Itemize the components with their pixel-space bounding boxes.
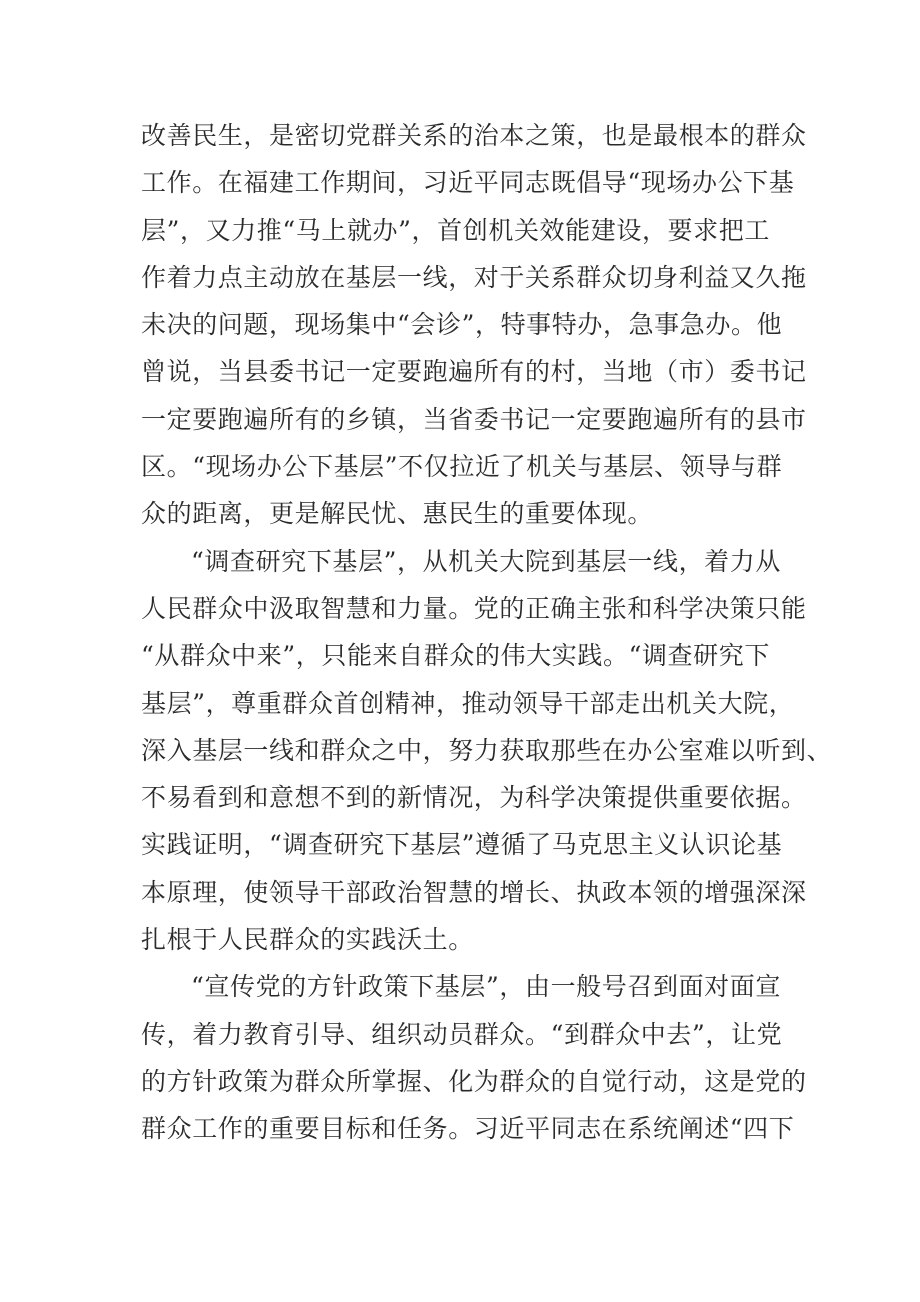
text-line: 不易看到和意想不到的新情况，为科学决策提供重要依据。 [141, 783, 807, 813]
text-line: 工作。在福建工作期间，习近平同志既倡导“现场办公下基 [141, 168, 795, 198]
text-line: 群众工作的重要目标和任务。习近平同志在系统阐述“四下 [141, 1114, 795, 1144]
paragraph-start-line: “宣传党的方针政策下基层”，由一般号召到面对面宣 [191, 972, 781, 1002]
text-line: 改善民生，是密切党群关系的治本之策，也是最根本的群众 [141, 121, 807, 150]
text-line: 实践证明，“调查研究下基层”遵循了马克思主义认识论基 [141, 830, 783, 860]
text-line: 本原理，使领导干部政治智慧的增长、执政本领的增强深深 [141, 877, 807, 907]
text-line: 众的距离，更是解民忧、惠民生的重要体现。 [141, 499, 654, 529]
text-line: 区。“现场办公下基层”不仅拉近了机关与基层、领导与群 [141, 452, 783, 482]
text-line: 人民群众中汲取智慧和力量。党的正确主张和科学决策只能 [141, 593, 807, 623]
text-line: 未决的问题，现场集中“会诊”，特事特办，急事急办。他 [141, 310, 783, 340]
paragraph-start-line: “调查研究下基层”，从机关大院到基层一线，着力从 [191, 546, 781, 576]
text-line: 曾说，当县委书记一定要跑遍所有的村，当地（市）委书记 [141, 357, 807, 387]
text-line: 深入基层一线和群众之中，努力获取那些在办公室难以听到、 [141, 735, 833, 765]
text-line: 传，着力教育引导、组织动员群众。“到群众中去”，让党 [141, 1019, 783, 1049]
text-line: 层”，又力推“马上就办”，首创机关效能建设，要求把工 [141, 215, 770, 245]
text-line: 一定要跑遍所有的乡镇，当省委书记一定要跑遍所有的县市 [141, 404, 807, 434]
text-line: 的方针政策为群众所掌握、化为群众的自觉行动，这是党的 [141, 1066, 807, 1096]
text-line: “从群众中来”，只能来自群众的伟大实践。“调查研究下 [141, 641, 770, 671]
body-text [141, 112, 833, 1153]
text-line: 扎根于人民群众的实践沃土。 [141, 925, 474, 955]
text-line: 作着力点主动放在基层一线，对于关系群众切身利益又久拖 [141, 262, 807, 292]
text-line: 基层”，尊重群众首创精神，推动领导干部走出机关大院， [141, 688, 795, 718]
